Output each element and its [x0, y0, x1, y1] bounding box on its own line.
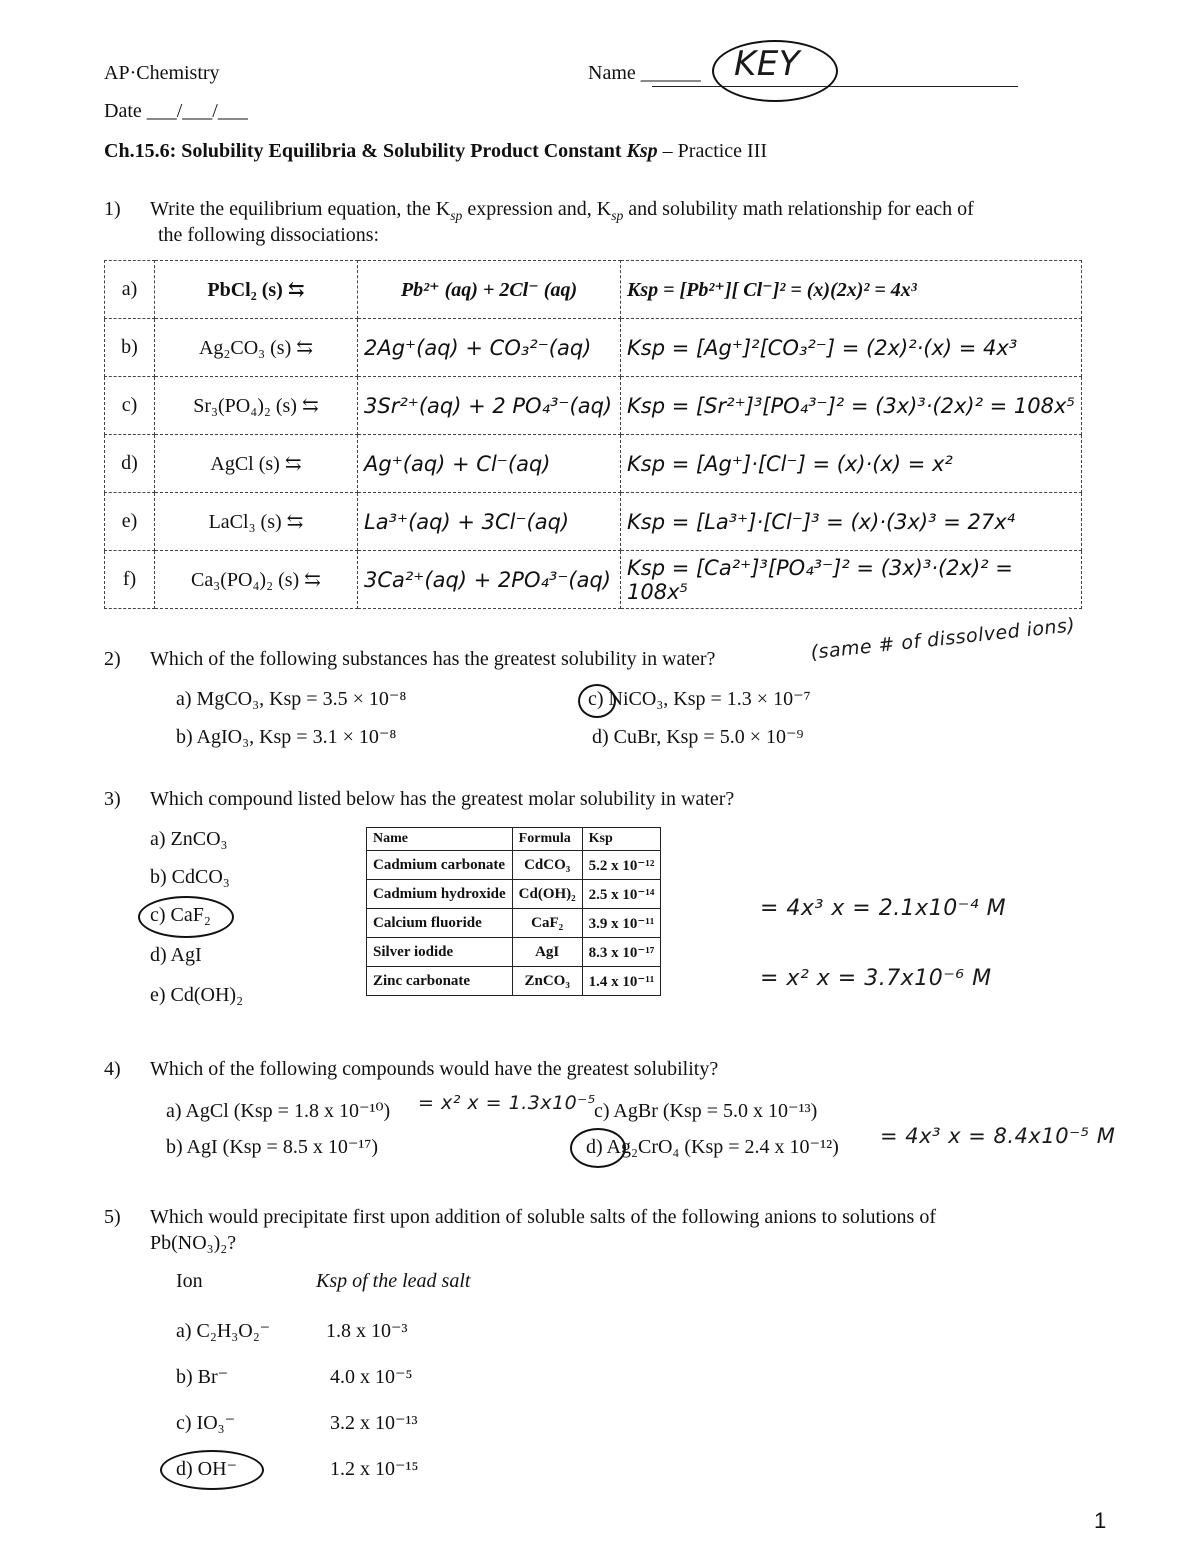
- col-header-name: Name: [367, 828, 513, 851]
- worksheet-title: Ch.15.6: Solubility Equilibria & Solubility Product Constant Ksp – Practice III: [104, 140, 768, 162]
- cell-ksp: 8.3 x 10⁻¹⁷: [582, 938, 661, 967]
- q4-text: Which of the following compounds would have the greatest solubility?: [150, 1058, 719, 1080]
- q2-number: 2): [104, 648, 121, 670]
- row-salt: Ag₂CO₃ (s) ⇆: [155, 319, 358, 377]
- q3-ksp-table: [366, 827, 661, 996]
- q1-row: [105, 319, 1082, 377]
- q1-row: [105, 261, 1082, 319]
- q3-option-d: d) AgI: [150, 944, 202, 966]
- q3-table-row: [367, 851, 661, 880]
- q5-ion-d: d) OH⁻: [176, 1458, 238, 1480]
- q3-option-e: e) Cd(OH)₂: [150, 984, 244, 1006]
- row-ksp: Ksp = [Sr²⁺]³[PO₄³⁻]² = (3x)³·(2x)² = 108x⁵: [621, 377, 1082, 435]
- row-label: b): [105, 319, 155, 377]
- q5-text: Which would precipitate first upon addition of soluble salts of the following anions to solutions of: [150, 1206, 936, 1228]
- cell-ksp: 2.5 x 10⁻¹⁴: [582, 880, 661, 909]
- row-ions: La³⁺(aq) + 3Cl⁻(aq): [358, 493, 621, 551]
- row-ions: 2Ag⁺(aq) + CO₃²⁻(aq): [358, 319, 621, 377]
- row-ksp: Ksp = [Pb²⁺][ Cl⁻]² = (x)(2x)² = 4x³: [621, 261, 1082, 319]
- q5-col-ion: Ion: [176, 1270, 203, 1292]
- row-ksp: Ksp = [Ag⁺]²[CO₃²⁻] = (2x)²·(x) = 4x³: [621, 319, 1082, 377]
- q1-text-cont: the following dissociations:: [158, 224, 380, 246]
- name-label: Name ______: [588, 62, 701, 84]
- q5-ksp-b: 4.0 x 10⁻⁵: [330, 1366, 413, 1388]
- q3-table-row: [367, 967, 661, 996]
- q4-note-a: = x² x = 1.3x10⁻⁵: [418, 1092, 596, 1114]
- q3-table-row: [367, 909, 661, 938]
- q4-note-d: = 4x³ x = 8.4x10⁻⁵ M: [880, 1124, 1116, 1148]
- q4-option-b: b) AgI (Ksp = 8.5 x 10⁻¹⁷): [166, 1136, 379, 1158]
- q5-ion-a: a) C₂H₃O₂⁻: [176, 1320, 271, 1342]
- row-salt: AgCl (s) ⇆: [155, 435, 358, 493]
- q3-text: Which compound listed below has the greatest molar solubility in water?: [150, 788, 735, 810]
- cell-name: Cadmium hydroxide: [367, 880, 513, 909]
- name-line: [652, 86, 1018, 87]
- q2-option-a: a) MgCO₃, Ksp = 3.5 × 10⁻⁸: [176, 688, 407, 710]
- q4-option-d: d) Ag₂CrO₄ (Ksp = 2.4 x 10⁻¹²): [586, 1136, 839, 1158]
- q5-text-cont: Pb(NO₃)₂?: [150, 1232, 237, 1254]
- cell-formula: Cd(OH)₂: [512, 880, 582, 909]
- cell-formula: CdCO₃: [512, 851, 582, 880]
- q2-text: Which of the following substances has the greatest solubility in water?: [150, 648, 716, 670]
- q5-ksp-d: 1.2 x 10⁻¹⁵: [330, 1458, 419, 1480]
- row-salt: Ca₃(PO₄)₂ (s) ⇆: [155, 551, 358, 609]
- q1-row: [105, 493, 1082, 551]
- q3-note-caf2: = 4x³ x = 2.1x10⁻⁴ M: [760, 896, 1007, 921]
- row-ions: 3Sr²⁺(aq) + 2 PO₄³⁻(aq): [358, 377, 621, 435]
- q2-option-b: b) AgIO₃, Ksp = 3.1 × 10⁻⁸: [176, 726, 397, 748]
- q1-row: [105, 435, 1082, 493]
- q5-number: 5): [104, 1206, 121, 1228]
- q5-col-ksp: Ksp of the lead salt: [316, 1270, 471, 1292]
- q1-table: [104, 260, 1082, 609]
- q1-text: Write the equilibrium equation, the $K_{sp}$ expression and, $K_{sp}$ and solubility math relationship for each of: [150, 198, 974, 223]
- q5-ksp-c: 3.2 x 10⁻¹³: [330, 1412, 418, 1434]
- cell-name: Zinc carbonate: [367, 967, 513, 996]
- cell-ksp: 5.2 x 10⁻¹²: [582, 851, 661, 880]
- row-salt: Sr₃(PO₄)₂ (s) ⇆: [155, 377, 358, 435]
- col-header-ksp: Ksp: [582, 828, 661, 851]
- q1-row: [105, 377, 1082, 435]
- cell-formula: CaF₂: [512, 909, 582, 938]
- q2-option-c: c) NiCO₃, Ksp = 1.3 × 10⁻⁷: [588, 688, 811, 710]
- row-ksp: Ksp = [Ag⁺]·[Cl⁻] = (x)·(x) = x²: [621, 435, 1082, 493]
- q5-ion-b: b) Br⁻: [176, 1366, 229, 1388]
- row-salt: LaCl₃ (s) ⇆: [155, 493, 358, 551]
- q3-option-b: b) CdCO₃: [150, 866, 230, 888]
- row-label: e): [105, 493, 155, 551]
- q3-table-row: [367, 938, 661, 967]
- cell-name: Calcium fluoride: [367, 909, 513, 938]
- page-number: 1: [1094, 1508, 1107, 1533]
- cell-formula: AgI: [512, 938, 582, 967]
- row-label: a): [105, 261, 155, 319]
- row-ksp: Ksp = [La³⁺]·[Cl⁻]³ = (x)·(3x)³ = 27x⁴: [621, 493, 1082, 551]
- name-value: KEY: [734, 44, 801, 84]
- q3-option-a: a) ZnCO₃: [150, 828, 228, 850]
- row-ions: 3Ca²⁺(aq) + 2PO₄³⁻(aq): [358, 551, 621, 609]
- q4-option-c: c) AgBr (Ksp = 5.0 x 10⁻¹³): [594, 1100, 818, 1122]
- q1-row: [105, 551, 1082, 609]
- q5-ion-c: c) IO₃⁻: [176, 1412, 236, 1434]
- col-header-formula: Formula: [512, 828, 582, 851]
- row-ksp: Ksp = [Ca²⁺]³[PO₄³⁻]² = (3x)³·(2x)² = 108x⁵: [621, 551, 1082, 609]
- row-label: f): [105, 551, 155, 609]
- q1-number: 1): [104, 198, 121, 220]
- cell-name: Silver iodide: [367, 938, 513, 967]
- cell-ksp: 3.9 x 10⁻¹¹: [582, 909, 661, 938]
- q2-option-d: d) CuBr, Ksp = 5.0 × 10⁻⁹: [592, 726, 804, 748]
- date-field: Date ___/___/___: [104, 100, 248, 122]
- cell-ksp: 1.4 x 10⁻¹¹: [582, 967, 661, 996]
- q3-option-c: c) CaF₂: [150, 904, 211, 926]
- row-ions: Ag⁺(aq) + Cl⁻(aq): [358, 435, 621, 493]
- cell-formula: ZnCO₃: [512, 967, 582, 996]
- row-label: c): [105, 377, 155, 435]
- q3-number: 3): [104, 788, 121, 810]
- cell-name: Cadmium carbonate: [367, 851, 513, 880]
- row-ions: Pb²⁺ (aq) + 2Cl⁻ (aq): [358, 261, 621, 319]
- course-title: AP·Chemistry: [104, 62, 220, 84]
- row-salt: PbCl₂ (s) ⇆: [155, 261, 358, 319]
- q4-option-a: a) AgCl (Ksp = 1.8 x 10⁻¹⁰): [166, 1100, 391, 1122]
- row-label: d): [105, 435, 155, 493]
- q3-table-row: [367, 880, 661, 909]
- q5-ksp-a: 1.8 x 10⁻³: [326, 1320, 408, 1342]
- q2-note: (same # of dissolved ions): [809, 614, 1077, 664]
- q4-number: 4): [104, 1058, 121, 1080]
- q3-note-agi: = x² x = 3.7x10⁻⁶ M: [760, 966, 992, 991]
